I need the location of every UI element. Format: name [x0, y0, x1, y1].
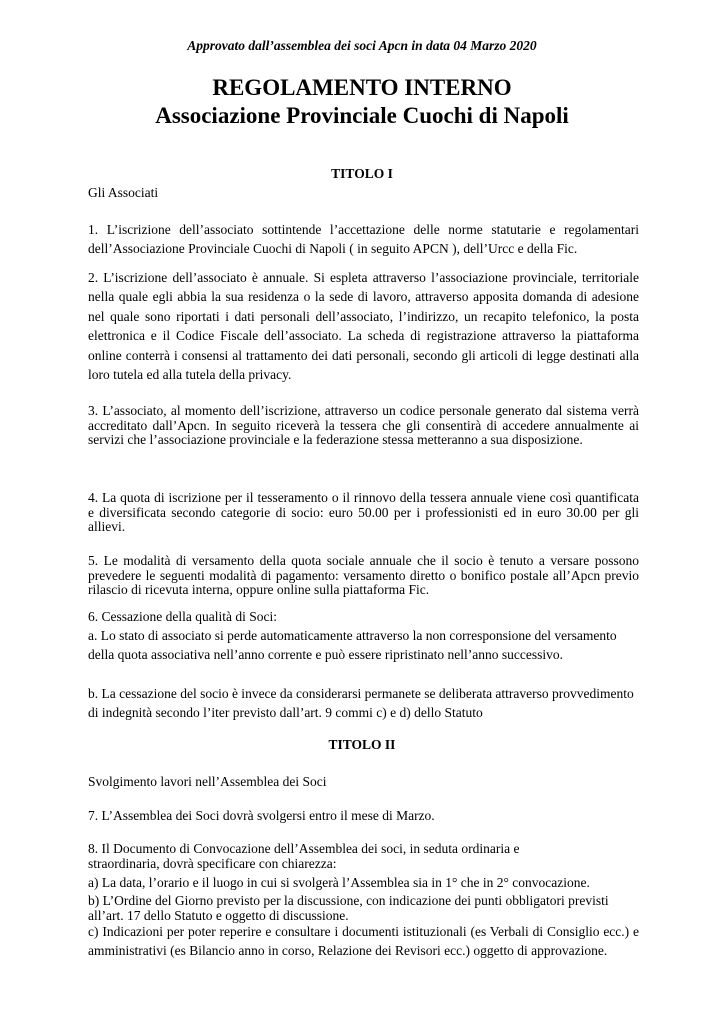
article-8-line-1: 8. Il Documento di Convocazione dell’Assemblea dei soci, in seduta ordinaria e — [88, 841, 520, 856]
article-3: 3. L’associato, al momento dell’iscrizione, attraverso un codice personale generato dal sistema verrà accreditato dall’Apcn. In seguito riceverà la tessera che gli consentirà di accedere annualmente ai servizi che l’associazione provinciale e la federazione stessa metteranno a sua disposizione. — [88, 403, 639, 447]
article-1: 1. L’iscrizione dell’associato sottintende l’accettazione delle norme statutarie e regolamentari dell’Associazione Provinciale Cuochi di Napoli ( in seguito APCN ), dell’Urcc e della Fic. — [88, 222, 639, 257]
section-subtitle-associati: Gli Associati — [88, 185, 159, 200]
document-title — [0, 74, 724, 130]
section-subtitle-assemblea: Svolgimento lavori nell’Assemblea dei Soci — [88, 774, 327, 789]
article-8-line-2: straordinaria, dovrà specificare con chiarezza: — [88, 856, 337, 871]
section-heading-titolo-2: TITOLO II — [328, 737, 396, 752]
article-2: 2. L’iscrizione dell’associato è annuale. Si espleta attraverso l’associazione provinciale, territoriale nella quale egli abbia la sua residenza o la sede di lavoro, attraverso apposita domanda di adesione nel quale sono riportati i dati personali dell’associato, l’indirizzo, un recapito telefonico, la posta elettronica e il Codice Fiscale dell’associato. La scheda di registrazione attraverso la piattaforma online conterrà i consensi al trattamento dei dati personali, secondo gli articoli di legge destinati alla loro tutela ed alla tutela della privacy. — [88, 270, 639, 383]
title-line-2: Associazione Provinciale Cuochi di Napoli — [155, 103, 569, 128]
article-4: 4. La quota di iscrizione per il tesseramento o il rinnovo della tessera annuale viene così quantificata e diversificata secondo categorie di socio: euro 50.00 per i professionisti ed in euro 30.00 per gli allievi. — [88, 490, 639, 534]
article-6-title: 6. Cessazione della qualità di Soci: — [88, 609, 277, 624]
article-6-b: b. La cessazione del socio è invece da considerarsi permanete se deliberata attraverso provvedimento di indegnità secondo l’iter previsto dall’art. 9 commi c) e d) dello Statuto — [88, 686, 634, 721]
section-heading-titolo-1: TITOLO I — [331, 166, 393, 181]
article-6-a: a. Lo stato di associato si perde automaticamente attraverso la non corresponsione del versamento della quota associativa nell’anno corrente e può essere ripristinato nell’anno successivo. — [88, 628, 617, 663]
article-5: 5. Le modalità di versamento della quota sociale annuale che il socio è tenuto a versare possono prevedere le seguenti modalità di pagamento: versamento diretto o bonifico postale all’Apcn previo rilascio di ricevuta interna, oppure online sulla piattaforma Fic. — [88, 553, 639, 597]
article-8-b: b) L’Ordine del Giorno previsto per la discussione, con indicazione dei punti obbligatori previsti all’art. 17 dello Statuto e oggetto di discussione. — [88, 893, 609, 923]
title-line-1: REGOLAMENTO INTERNO — [212, 75, 512, 100]
article-7: 7. L’Assemblea dei Soci dovrà svolgersi entro il mese di Marzo. — [88, 808, 435, 823]
approval-note: Approvato dall’assemblea dei soci Apcn in data 04 Marzo 2020 — [187, 38, 537, 53]
article-8-c: c) Indicazioni per poter reperire e consultare i documenti istituzionali (es Verbali di Consiglio ecc.) e amministrativi (es Bilancio anno in corso, Relazione dei Revisori ecc.) oggetto di approvazione. — [88, 924, 639, 959]
article-8-a: a) La data, l’orario e il luogo in cui si svolgerà l’Assemblea sia in 1° che in 2° convocazione. — [88, 875, 590, 890]
